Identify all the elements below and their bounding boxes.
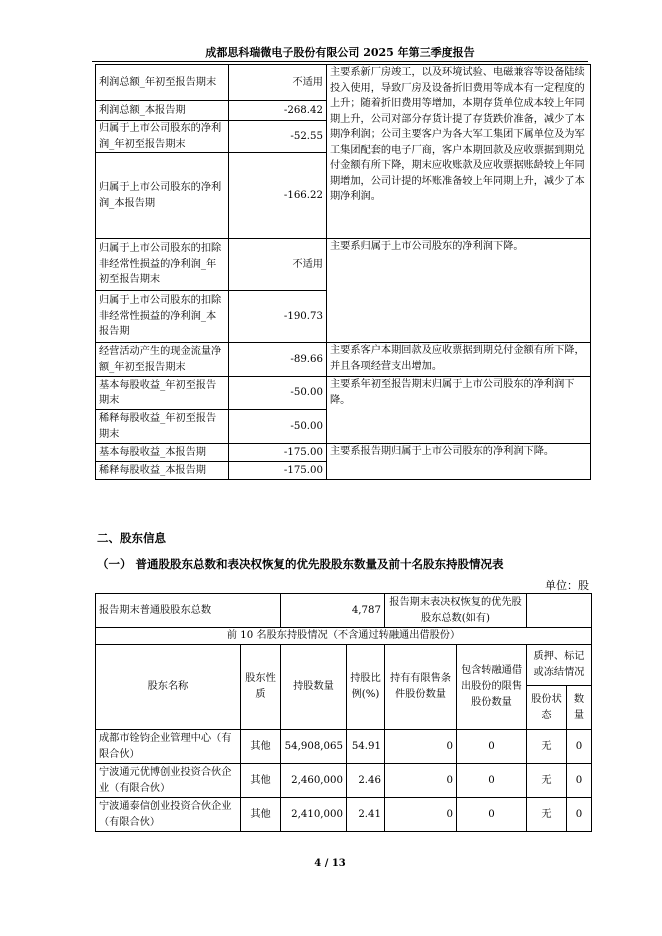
financial-indicators-table: [95, 64, 591, 480]
shareholder-lent: 0: [457, 764, 527, 798]
shareholder-name: 成都市铨钧企业管理中心（有限合伙）: [96, 730, 241, 764]
shareholder-type: 其他: [241, 798, 281, 832]
shareholder-type: 其他: [241, 730, 281, 764]
shareholder-pledged: 0: [567, 730, 592, 764]
shareholders-table: [95, 593, 592, 832]
shareholder-restricted: 0: [385, 764, 457, 798]
subsection-title: （一） 普通股股东总数和表决权恢复的优先股股东数量及前十名股东持股情况表: [97, 557, 504, 571]
col-header-pledge: 质押、标记或冻结情况: [527, 645, 592, 686]
row-label: 基本每股收益_年初至报告期末: [96, 377, 229, 410]
col-header-name: 股东名称: [96, 645, 241, 730]
shareholder-restricted: 0: [385, 730, 457, 764]
preferred-shareholders-label: 报告期末表决权恢复的优先股股东总数(如有): [385, 594, 527, 628]
col-header-type: 股东性质: [241, 645, 281, 730]
total-shareholders-label: 报告期末普通股股东总数: [96, 594, 281, 628]
change-reason: 主要系归属于上市公司股东的净利润下降。: [327, 239, 591, 343]
row-label: 归属于上市公司股东的净利润_本报告期: [96, 153, 229, 239]
total-shareholders-value: 4,787: [281, 594, 385, 628]
unit-label: 单位：股: [545, 579, 589, 592]
row-label: 稀释每股收益_本报告期: [96, 462, 229, 480]
row-label: 利润总额_年初至报告期末: [96, 65, 229, 101]
shareholder-type: 其他: [241, 764, 281, 798]
section-title: 二、股东信息: [97, 531, 166, 545]
shareholder-restricted: 0: [385, 798, 457, 832]
change-reason: 主要系报告期归属于上市公司股东的净利润下降。: [327, 444, 591, 480]
document-header: 成都思科瑞微电子股份有限公司 2025 年第三季度报告: [205, 46, 475, 59]
shareholder-pledged: 0: [567, 798, 592, 832]
row-label: 经营活动产生的现金流量净额_年初至报告期末: [96, 343, 229, 377]
row-value: -50.00: [229, 377, 327, 410]
shareholder-name: 宁波通泰信创业投资合伙企业（有限合伙）: [96, 798, 241, 832]
shareholder-status: 无: [527, 764, 567, 798]
row-value: -175.00: [229, 444, 327, 462]
top10-header: 前 10 名股东持股情况（不含通过转融通出借股份）: [96, 628, 592, 645]
shareholder-pledged: 0: [567, 764, 592, 798]
shareholder-status: 无: [527, 798, 567, 832]
col-header-pledge-status: 股份状态: [527, 686, 567, 730]
row-label: 基本每股收益_本报告期: [96, 444, 229, 462]
shareholder-pct: 2.41: [347, 798, 385, 832]
row-value: -190.73: [229, 291, 327, 343]
row-label: 归属于上市公司股东的扣除非经常性损益的净利润_年初至报告期末: [96, 239, 229, 291]
col-header-lent: 包含转融通借出股份的限售股份数量: [457, 645, 527, 730]
shareholder-pct: 54.91: [347, 730, 385, 764]
row-label: 利润总额_本报告期: [96, 101, 229, 121]
col-header-qty: 持股数量: [281, 645, 347, 730]
row-value: -268.42: [229, 101, 327, 121]
shareholder-name: 宁波通元优博创业投资合伙企业（有限合伙）: [96, 764, 241, 798]
shareholder-lent: 0: [457, 730, 527, 764]
row-label: 归属于上市公司股东的扣除非经常性损益的净利润_本报告期: [96, 291, 229, 343]
shareholder-pct: 2.46: [347, 764, 385, 798]
row-value: -50.00: [229, 410, 327, 444]
row-value: 不适用: [229, 65, 327, 101]
col-header-pledge-qty: 数量: [567, 686, 592, 730]
row-value: -52.55: [229, 121, 327, 153]
change-reason: 主要系客户本期回款及应收票据到期兑付金额有所下降，并且各项经营支出增加。: [327, 343, 591, 377]
col-header-restricted: 持有有限售条件股份数量: [385, 645, 457, 730]
row-value: -166.22: [229, 153, 327, 239]
row-value: 不适用: [229, 239, 327, 291]
shareholder-status: 无: [527, 730, 567, 764]
col-header-pct: 持股比例(%): [347, 645, 385, 730]
shareholder-lent: 0: [457, 798, 527, 832]
shareholder-qty: 54,908,065: [281, 730, 347, 764]
preferred-shareholders-value: [527, 594, 592, 628]
page-number: 4 / 13: [314, 858, 346, 869]
row-label: 稀释每股收益_年初至报告期末: [96, 410, 229, 444]
shareholder-qty: 2,410,000: [281, 798, 347, 832]
row-value: -175.00: [229, 462, 327, 480]
change-reason: 主要系新厂房竣工，以及环境试验、电磁兼容等设备陆续投入使用，导致厂房及设备折旧费用等成本有一定程度的上升；随着折旧费用等增加，本期存货单位成本较上年同期上升，公司对部分存货计提了存货跌价准备，减少了本期净利润；公司主要客户为各大军工集团下属单位及为军工集团配套的电子厂商，客户本期回款及应收票据到期兑付金额有所下降，期末应收账款及应收票据账龄较上年同期增加，公司计提的坏账准备较上年同期上升，减少了本期净利润。: [327, 65, 591, 239]
row-label: 归属于上市公司股东的净利润_年初至报告期末: [96, 121, 229, 153]
header-rule: [92, 61, 588, 62]
row-value: -89.66: [229, 343, 327, 377]
shareholder-qty: 2,460,000: [281, 764, 347, 798]
change-reason: 主要系年初至报告期末归属于上市公司股东的净利润下降。: [327, 377, 591, 444]
